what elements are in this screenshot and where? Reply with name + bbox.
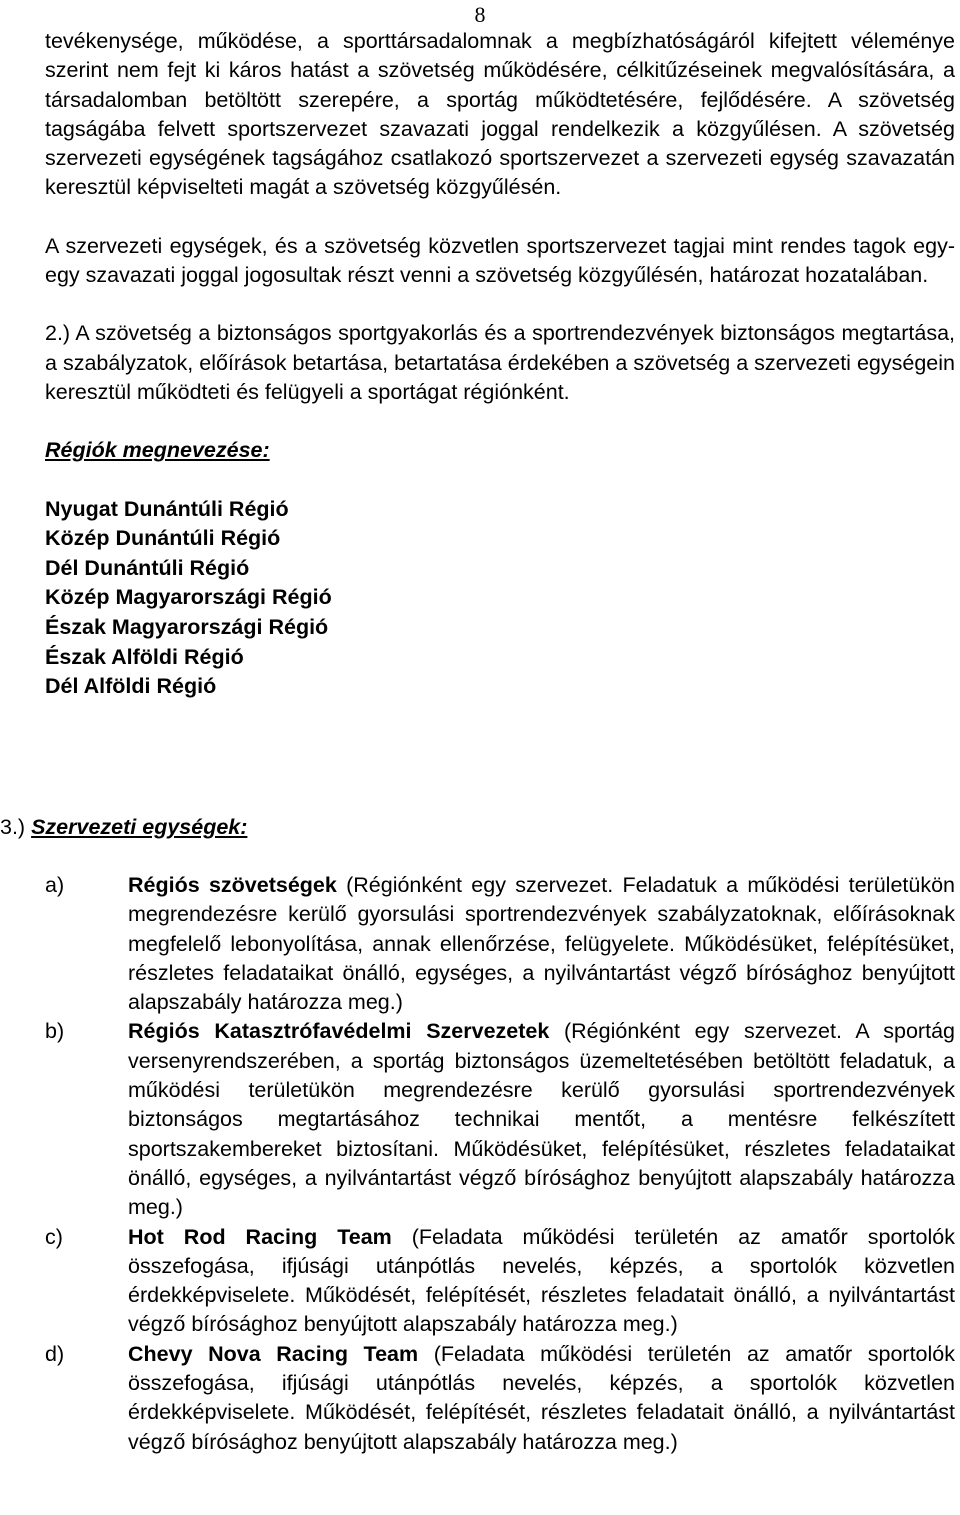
unit-description: (Régiónként egy szervezet. A sportág versenyrendszerében, a sportág biztonságos üzemeltetésében betöltött feladatuk, a működési területükön megrendezésre kerülő gyorsulási sportrendezvények biztonságos megtartásához technikai mentőt, a mentésre felkészített sportszakembereket biztosítani. Működésüket, felépítésüket, részletes feladataikat önálló, egységes, a nyilvántartást végző bírósághoz benyújtott alapszabály határozza meg.): [128, 1019, 955, 1220]
unit-description: (Feladata működési területén az amatőr sportolók összefogása, ifjúsági utánpótlás nevelés, képzés, a sportolók közvetlen érdekképviselete. Működését, felépítését, részletes feladatait önálló, a nyilvántartást végző bírósághoz benyújtott alapszabály határozza meg.): [128, 1341, 955, 1454]
region-item: Dél Alföldi Régió: [45, 674, 217, 699]
unit-description: (Feladata működési területén az amatőr sportolók összefogása, ifjúsági utánpótlás nevelés, képzés, a sportolók közvetlen érdekképviselete. Működését, felépítését, részletes feladatait önálló, a nyilvántartást végző bírósághoz benyújtott alapszabály határozza meg.): [128, 1224, 955, 1337]
paragraph-section-2: 2.) A szövetség a biztonságos sportgyakorlás és a sportrendezvények biztonságos megtartása, a szabályzatok, előírások betartása, betartatása érdekében a szövetség a szervezeti egységein keresztül működteti és felügyeli a sportágat régiónként.: [45, 321, 955, 404]
unit-item-a: [45, 871, 955, 1017]
unit-item-b: [45, 1017, 955, 1222]
unit-marker: b): [45, 1019, 65, 1044]
unit-marker: a): [45, 873, 65, 897]
page-number: 8: [474, 2, 486, 27]
document-body: [45, 27, 955, 702]
organizational-units-list: [45, 871, 955, 1457]
section-3-heading: [0, 813, 300, 842]
regions-list: [45, 495, 955, 702]
region-item: Észak Alföldi Régió: [45, 644, 244, 669]
unit-marker: d): [45, 1341, 65, 1366]
region-item: Közép Dunántúli Régió: [45, 526, 281, 551]
section-3-title: Szervezeti egységek:: [31, 815, 248, 839]
unit-item-c: [45, 1223, 955, 1340]
region-item: Dél Dunántúli Régió: [45, 555, 250, 580]
unit-name: Régiós szövetségek: [128, 873, 337, 897]
unit-description: (Régiónként egy szervezet. Feladatuk a működési területükön megrendezésre kerülő gyorsulási sportrendezvények szabályzatoknak, előírásoknak megfelelő lebonyolítása, annak ellenőrzése, felügyelete. Működésüket, felépítésüket, részletes feladataikat önálló, egységes, a nyilvántartást végző bírósághoz benyújtott alapszabály határozza meg.): [128, 873, 956, 1015]
region-item: Közép Magyarországi Régió: [45, 585, 332, 610]
unit-name: Hot Rod Racing Team: [128, 1224, 392, 1249]
region-item: Nyugat Dunántúli Régió: [45, 496, 289, 521]
region-item: Észak Magyarországi Régió: [45, 614, 329, 639]
unit-item-d: [45, 1340, 955, 1457]
section-3-number: 3.): [0, 815, 26, 839]
unit-marker: c): [45, 1224, 63, 1249]
unit-name: Chevy Nova Racing Team: [128, 1341, 419, 1366]
unit-name: Régiós Katasztrófavédelmi Szervezetek: [128, 1019, 550, 1044]
regions-heading: Régiók megnevezése:: [45, 438, 270, 463]
paragraph-voting-rights: A szervezeti egységek, és a szövetség közvetlen sportszervezet tagjai mint rendes tagok egy-egy szavazati joggal jogosultak részt venni a szövetség közgyűlésén, határozat hozatalában.: [45, 233, 955, 288]
paragraph-membership: tevékenysége, működése, a sporttársadalomnak a megbízhatóságáról kifejtett véleménye szerint nem fejt ki káros hatást a szövetség működésére, célkitűzéseinek megvalósítására, a társadalomban betöltött szerepére, a sportág működtetésére, fejlődésére. A szövetség tagságába felvett sportszervezet szavazati joggal rendelkezik a közgyűlésen. A szövetség szervezeti egységének tagságához csatlakozó sportszervezet a szervezeti egység szavazatán keresztül képviselteti magát a szövetség közgyűlésén.: [45, 29, 955, 200]
